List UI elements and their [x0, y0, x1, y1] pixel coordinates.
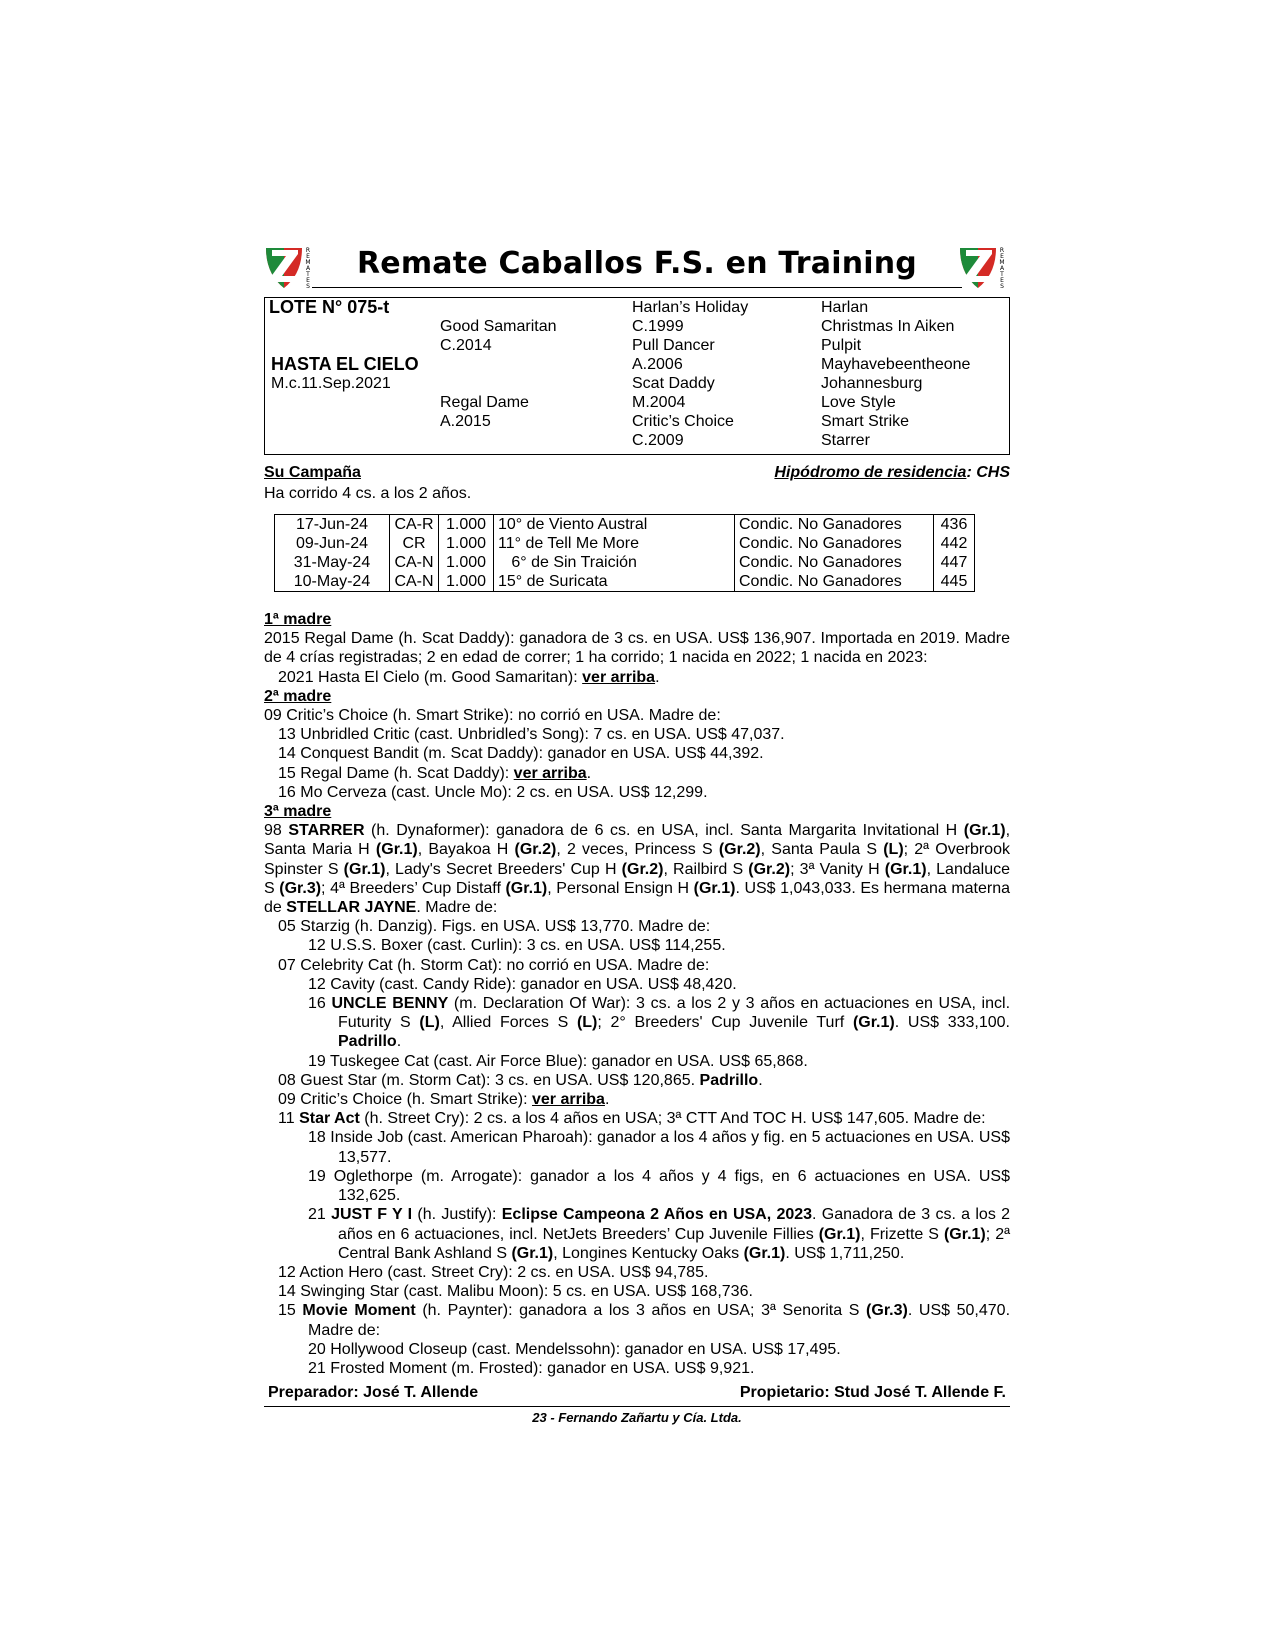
list-item: 16 Mo Cerveza (cast. Uncle Mo): 2 cs. en USA. US$ 12,299. [278, 783, 708, 801]
residence-label: Hipódromo de residencia [774, 464, 967, 481]
campaign-header [264, 464, 1010, 484]
race-num: 436 [934, 515, 975, 535]
gen2-item: M.2004 [632, 394, 686, 411]
header-rule [312, 287, 962, 288]
gen2-item: C.2009 [632, 432, 684, 449]
list-item: 09 Critic’s Choice (h. Smart Strike): ver arriba. [278, 1091, 610, 1109]
list-item: 12 U.S.S. Boxer (cast. Curlin): 3 cs. en USA. US$ 114,255. [308, 937, 726, 955]
list-item: 15 Movie Moment (h. Paynter): ganadora a los 3 años en USA; 3ª Senorita S (Gr.3). US$ 50,470. Madre de: [278, 1302, 1011, 1339]
list-item: 08 Guest Star (m. Storm Cat): 3 cs. en USA. US$ 120,865. Padrillo. [278, 1071, 763, 1089]
race-row [275, 553, 975, 572]
race-num: 442 [934, 534, 975, 553]
madre3-section [264, 821, 1010, 1378]
race-code: CA-N [390, 553, 439, 572]
list-item: 07 Celebrity Cat (h. Storm Cat): no corrió en USA. Madre de: [278, 956, 710, 974]
punct: . [655, 668, 660, 686]
race-date: 31-May-24 [275, 553, 390, 572]
race-cond: Condic. No Ganadores [735, 572, 934, 592]
sire-info: C.2014 [440, 337, 492, 354]
list-item: 21 Frosted Moment (m. Frosted): ganador en USA. US$ 9,921. [308, 1359, 755, 1377]
race-code: CR [390, 534, 439, 553]
list-item: 18 Inside Job (cast. American Pharoah): ganador a los 4 años y fig. en 5 actuaciones en USA. US$ 13,577. [308, 1129, 1010, 1166]
svg-text:A: A [999, 265, 1005, 272]
race-date: 10-May-24 [275, 572, 390, 592]
race-row [275, 534, 975, 553]
svg-text:A: A [305, 265, 311, 272]
list-item: 20 Hollywood Closeup (cast. Mendelssohn): ganador en USA. US$ 17,495. [308, 1340, 841, 1358]
catalog-page [264, 244, 1010, 1425]
gen3-item: Harlan [821, 299, 869, 316]
gen3-item: Christmas In Aiken [821, 318, 955, 335]
ver-arriba-link[interactable]: ver arriba [582, 668, 656, 686]
madre2-text: 09 Critic’s Choice (h. Smart Strike): no corrió en USA. Madre de: [264, 707, 721, 725]
race-result: 11° de Tell Me More [494, 534, 735, 553]
svg-text:M: M [305, 259, 311, 266]
race-dist: 1.000 [439, 553, 494, 572]
list-item: 21 JUST F Y I (h. Justify): Eclipse Campeona 2 Años en USA, 2023. Ganadora de 3 cs. a los 2 años en 6 actuaciones, incl. NetJets Breeders’ Cup Juvenile Fillies (Gr.1), Frizette S (Gr.1); 2ª Central Bank Ashland S (Gr.1), Longines Kentucky Oaks (Gr.1). US$ 1,711,250. [308, 1206, 1011, 1262]
madre1-section [264, 629, 1010, 687]
list-item: 19 Tuskegee Cat (cast. Air Force Blue): ganador en USA. US$ 65,868. [308, 1052, 808, 1070]
campaign-title: Su Campaña [264, 464, 361, 481]
svg-text:T: T [306, 271, 310, 278]
punct: . [586, 764, 592, 782]
race-date: 09-Jun-24 [275, 534, 390, 553]
list-item [264, 764, 1010, 783]
gen3-item: Starrer [821, 432, 870, 449]
sire-name: Good Samaritan [440, 318, 557, 335]
campaign-summary: Ha corrido 4 cs. a los 2 años. [264, 485, 472, 502]
race-row [275, 572, 975, 592]
race-cond: Condic. No Ganadores [735, 534, 934, 553]
list-item: 19 Oglethorpe (m. Arrogate): ganador a los 4 años y 4 figs, en 6 actuaciones en USA. US$ 132,625. [308, 1167, 1010, 1205]
list-item: 05 Starzig (h. Danzig). Figs. en USA. US$ 13,770. Madre de: [278, 918, 711, 936]
madre2-title: 2ª madre [264, 687, 332, 705]
race-cond: Condic. No Ganadores [735, 553, 934, 572]
footer-rule [264, 1406, 1010, 1407]
list-item: 12 Action Hero (cast. Street Cry): 2 cs. en USA. US$ 94,785. [278, 1263, 709, 1281]
gen2-item: Critic’s Choice [632, 413, 734, 430]
gen2-item: A.2006 [632, 356, 683, 373]
race-code: CA-R [390, 515, 439, 535]
svg-text:E: E [1000, 277, 1004, 284]
gen3-item: Mayhavebeentheone [821, 356, 971, 373]
madre1-title: 1ª madre [264, 611, 332, 628]
svg-text:S: S [1000, 283, 1004, 290]
offspring-text: 2021 Hasta El Cielo (m. Good Samaritan): [278, 668, 583, 686]
svg-text:R: R [305, 247, 311, 254]
zj-logo-icon [264, 244, 316, 290]
race-cond: Condic. No Ganadores [735, 515, 934, 535]
owner: Propietario: Stud José T. Allende F. [739, 1384, 1006, 1402]
race-result: 6° de Sin Traición [494, 553, 735, 572]
ver-arriba-link[interactable]: ver arriba [532, 1091, 605, 1109]
list-item: 14 Conquest Bandit (m. Scat Daddy): ganador en USA. US$ 44,392. [278, 745, 764, 763]
madre3-text: 98 STARRER (h. Dynaformer): ganadora de 6 cs. en USA, incl. Santa Margarita Invitational H (Gr.1), Santa Maria H (Gr.1), Bayakoa H (Gr.2), 2 veces, Princess S (Gr.2), Santa Paula S (L); 2ª Overbrook Spinster S (Gr.1), Lady's Secret Breeders' Cup H (Gr.2), Railbird S (Gr.2); 3ª Vanity H (Gr.1), Landaluce S (Gr.3); 4ª Breeders’ Cup Distaff (Gr.1), Personal Ensign H (Gr.1). US$ 1,043,033. Es hermana materna de STELLAR JAYNE. Madre de: [264, 822, 1011, 917]
list-item: 13 Unbridled Critic (cast. Unbridled’s Song): 7 cs. en USA. US$ 47,037. [278, 726, 785, 744]
ver-arriba-link[interactable]: ver arriba [513, 764, 587, 782]
dam-info: A.2015 [440, 413, 491, 430]
horse-info: M.c.11.Sep.2021 [271, 375, 391, 392]
svg-text:M: M [999, 259, 1005, 266]
dam-name: Regal Dame [440, 394, 529, 411]
list-item: 12 Cavity (cast. Candy Ride): ganador en USA. US$ 48,420. [308, 975, 737, 993]
svg-text:E: E [306, 277, 310, 284]
race-dist: 1.000 [439, 534, 494, 553]
residence [774, 464, 1010, 482]
gen3-item: Pulpit [821, 337, 862, 354]
race-num: 445 [934, 572, 975, 592]
page-header [264, 244, 1010, 292]
madre3-title: 3ª madre [264, 803, 332, 821]
race-result: 10° de Viento Austral [494, 515, 735, 535]
gen2-item: Scat Daddy [632, 375, 715, 392]
list-item: 16 UNCLE BENNY (m. Declaration Of War): 3 cs. a los 2 y 3 años en actuaciones en USA, incl. Futurity S (L), Allied Forces S (L); 2° Breeders' Cup Juvenile Turf (Gr.1). US$ 333,100. Padrillo. [308, 995, 1011, 1051]
svg-text:T: T [1000, 271, 1004, 278]
svg-text:E: E [1000, 253, 1004, 260]
svg-text:E: E [306, 253, 310, 260]
page-number: 23 - Fernando Zañartu y Cía. Ltda. [532, 1410, 742, 1426]
madre2-section [264, 706, 1010, 802]
list-item: 11 Star Act (h. Street Cry): 2 cs. a los 4 años en USA; 3ª CTT And TOC H. US$ 147,605. Madre de: [278, 1110, 986, 1128]
race-dist: 1.000 [439, 515, 494, 535]
gen3-item: Johannesburg [821, 375, 923, 392]
horse-name: HASTA EL CIELO [271, 354, 419, 374]
races-table [274, 514, 975, 592]
race-code: CA-N [390, 572, 439, 592]
zj-logo-icon [958, 244, 1010, 290]
gen2-item: C.1999 [632, 318, 684, 335]
gen2-item: Pull Dancer [632, 337, 715, 354]
offspring-text: 15 Regal Dame (h. Scat Daddy): [278, 764, 514, 782]
footer-row [264, 1384, 1010, 1404]
residence-value: : CHS [966, 464, 1010, 481]
race-result: 15° de Suricata [494, 572, 735, 592]
race-dist: 1.000 [439, 572, 494, 592]
gen2-item: Harlan’s Holiday [632, 299, 749, 316]
pedigree-box [264, 297, 1010, 455]
gen3-item: Love Style [821, 394, 896, 411]
gen3-item: Smart Strike [821, 413, 910, 430]
madre1-offspring [264, 668, 1010, 687]
list-item: 14 Swinging Star (cast. Malibu Moon): 5 cs. en USA. US$ 168,736. [278, 1283, 753, 1301]
page-title: Remate Caballos F.S. en Training [357, 246, 917, 281]
race-row [275, 515, 975, 535]
trainer: Preparador: José T. Allende [268, 1384, 479, 1402]
race-date: 17-Jun-24 [275, 515, 390, 535]
madre1-text: 2015 Regal Dame (h. Scat Daddy): ganadora de 3 cs. en USA. US$ 136,907. Importada en 2019. Madre de 4 crías registradas; 2 en edad de correr; 1 ha corrido; 1 nacida en 2022; 1 nacida en 2023: [264, 630, 1010, 667]
lot-number: LOTE N° 075-t [269, 297, 390, 317]
svg-text:S: S [306, 283, 310, 290]
race-num: 447 [934, 553, 975, 572]
svg-text:R: R [999, 247, 1005, 254]
